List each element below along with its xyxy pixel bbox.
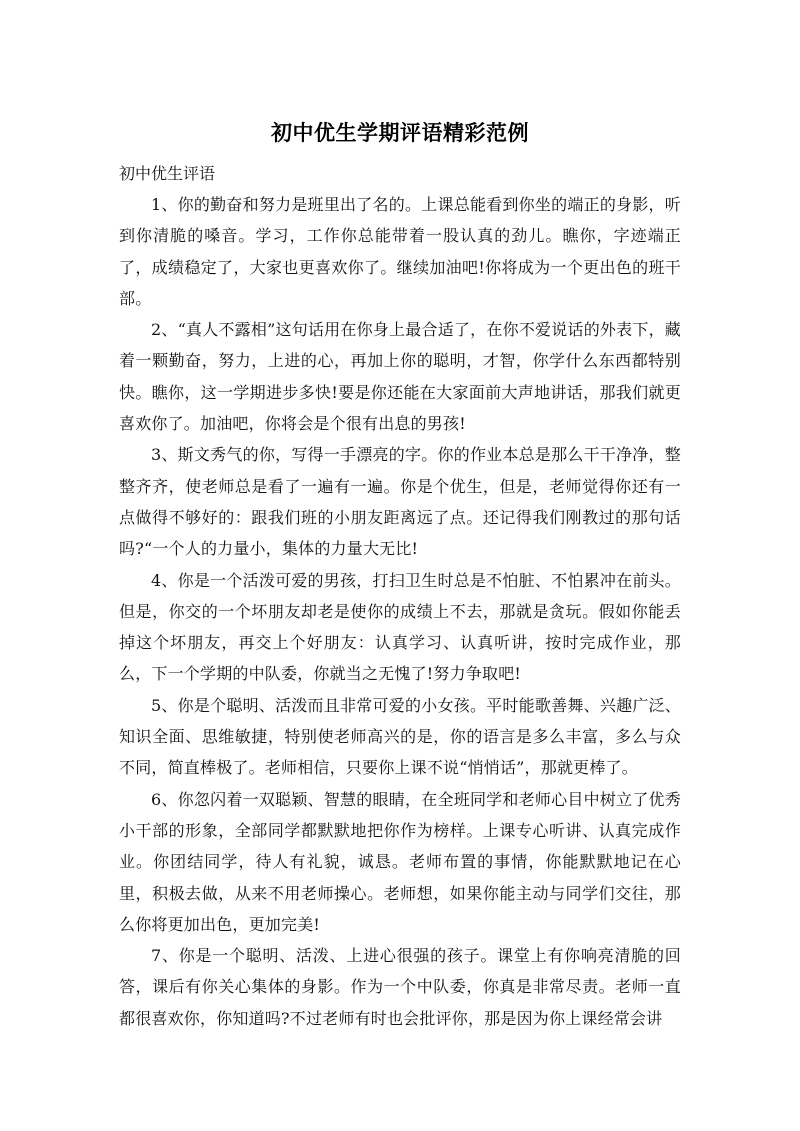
comment-paragraph-1: 1、你的勤奋和努力是班里出了名的。上课总能看到你坐的端正的身影，听到你清脆的嗓音。学习，工作你总能带着一股认真的劲儿。瞧你，字迹端正了，成绩稳定了，大家也更喜欢你了。继续加油吧!你将成为一个更出色的班干部。 (119, 195, 681, 308)
document-title: 初中优生学期评语精彩范例 (271, 121, 529, 145)
section-subheading: 初中优生评语 (119, 164, 216, 183)
comment-paragraph-5: 5、你是个聪明、活泼而且非常可爱的小女孩。平时能歌善舞、兴趣广泛、知识全面、思维敏捷，特别使老师高兴的是，你的语言是多么丰富，多么与众不同，简直棒极了。老师相信，只要你上课不说“悄悄话”，那就更棒了。 (119, 695, 681, 778)
comment-paragraph-4: 4、你是一个活泼可爱的男孩，打扫卫生时总是不怕脏、不怕累冲在前头。但是，你交的一个坏朋友却老是使你的成绩上不去，那就是贪玩。假如你能丢掉这个坏朋友，再交上个好朋友：认真学习、认真听讲，按时完成作业，那么，下一个学期的中队委，你就当之无愧了!努力争取吧! (119, 570, 681, 684)
comment-paragraph-6: 6、你忽闪着一双聪颖、智慧的眼睛，在全班同学和老师心目中树立了优秀小干部的形象，全部同学都默默地把你作为榜样。上课专心听讲、认真完成作业。你团结同学，待人有礼貌，诚恳。老师布置的事情，你能默默地记在心里，积极去做，从来不用老师操心。老师想，如果你能主动与同学们交往，那么你将更加出色，更加完美! (119, 789, 681, 934)
document-body (119, 158, 681, 1034)
comment-paragraph-2: 2、“真人不露相”这句话用在你身上最合适了，在你不爱说话的外表下，藏着一颗勤奋，努力，上进的心，再加上你的聪明，才智，你学什么东西都特别快。瞧你，这一学期进步多快!要是你还能在大家面前大声地讲话，那我们就更喜欢你了。加油吧，你将会是个很有出息的男孩! (119, 320, 681, 434)
comment-paragraph-3: 3、斯文秀气的你，写得一手漂亮的字。你的作业本总是那么干干净净，整整齐齐，使老师总是看了一遍有一遍。你是个优生，但是，老师觉得你还有一点做得不够好的：跟我们班的小朋友距离远了点。还记得我们刚教过的那句话吗?“一个人的力量小，集体的力量大无比! (119, 445, 681, 559)
comment-paragraph-7: 7、你是一个聪明、活泼、上进心很强的孩子。课堂上有你响亮清脆的回答，课后有你关心集体的身影。作为一个中队委，你真是非常尽责。老师一直都很喜欢你，你知道吗?不过老师有时也会批评你，那是因为你上课经常会讲 (119, 946, 681, 1028)
